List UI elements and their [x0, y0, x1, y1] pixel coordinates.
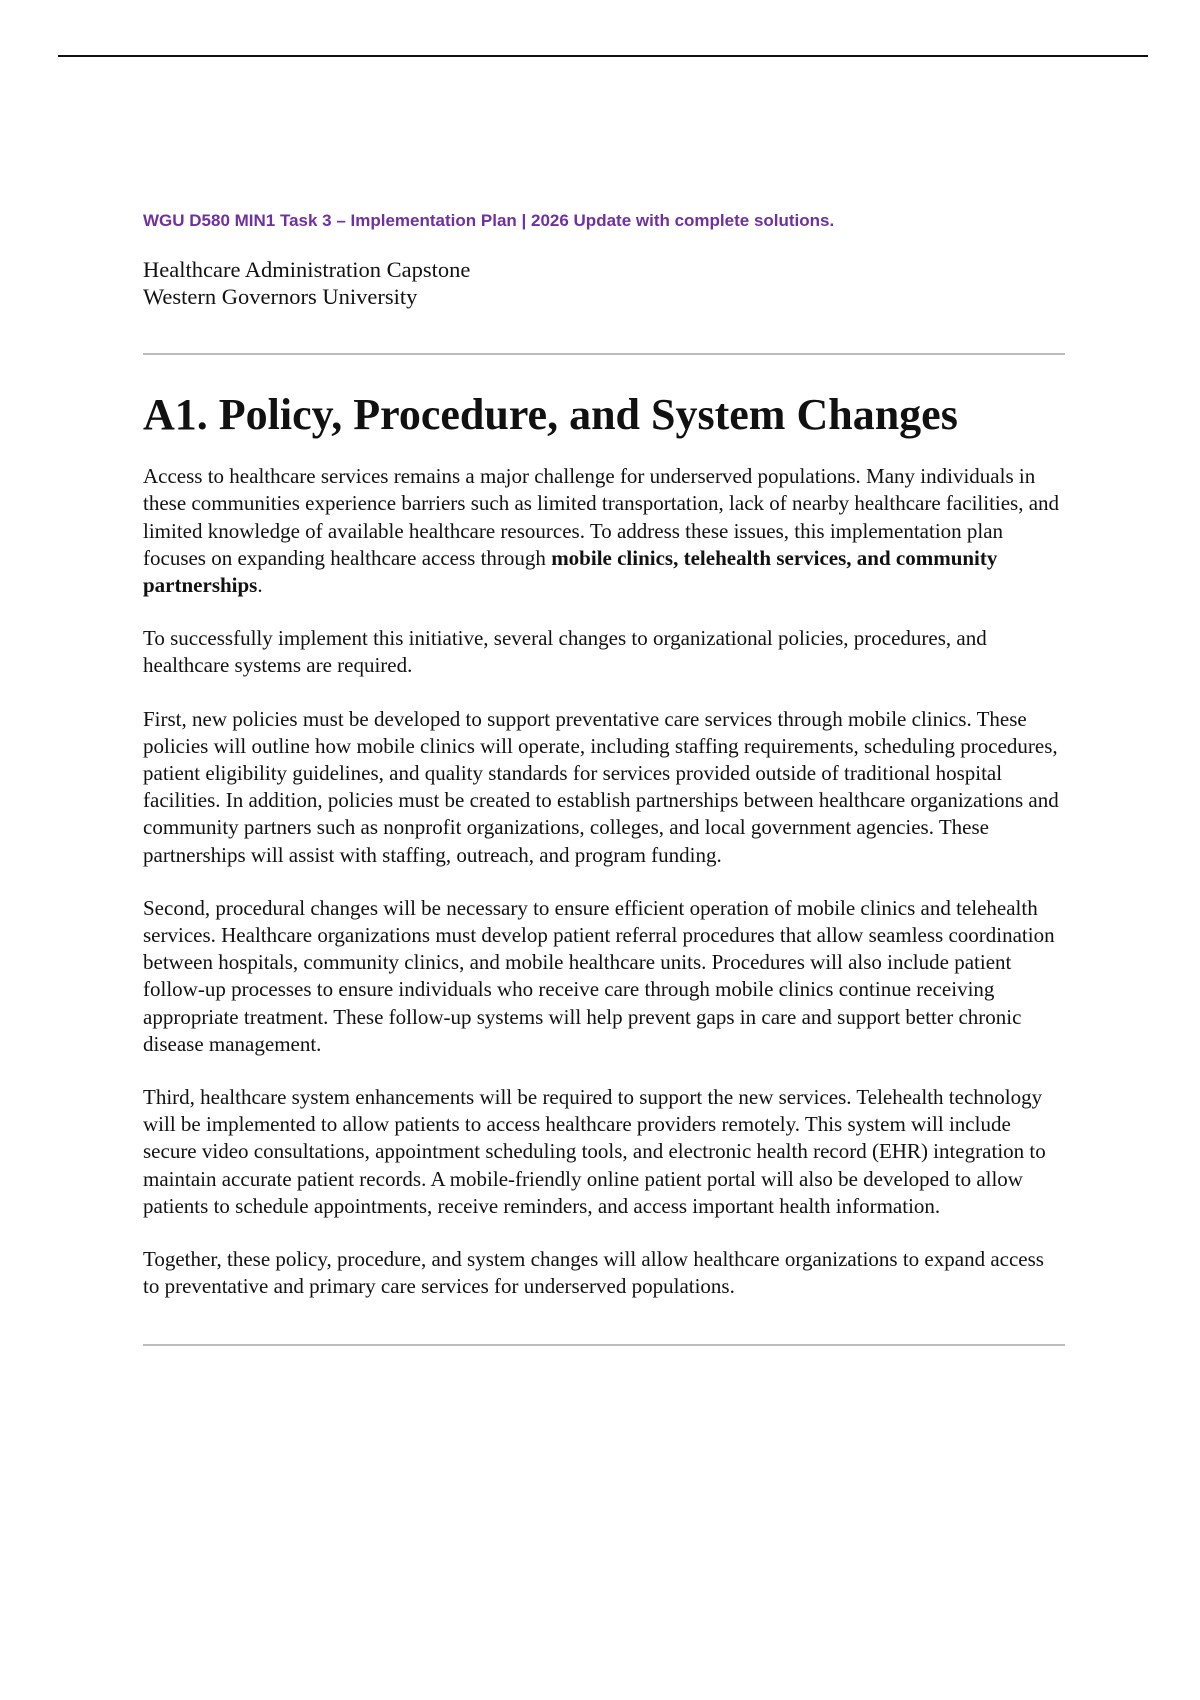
section-heading: A1. Policy, Procedure, and System Changes [143, 390, 958, 440]
top-divider [58, 55, 1148, 57]
intro-text-end: . [257, 572, 263, 597]
intro-bold-text: mobile clinics, telehealth services, and community partnerships [143, 545, 998, 597]
paragraph-conclusion: Together, these policy, procedure, and system changes will allow healthcare organizations to expand access to preventative and primary care services for underserved populations. [143, 1246, 1044, 1299]
section-divider-top [143, 353, 1065, 355]
university-name: Western Governors University [143, 284, 418, 310]
section-divider-bottom [143, 1344, 1065, 1346]
intro-text: Access to healthcare services remains a major challenge for underserved populations. Many individuals in these communities experience barriers such as limited transportation, lack of nearby healthcare facilities, and limited knowledge of available healthcare resources. To address these issues, this implementation plan focuses on expanding healthcare access through [143, 464, 1060, 570]
paragraph-procedures: Second, procedural changes will be necessary to ensure efficient operation of mobile clinics and telehealth services. Healthcare organizations must develop patient referral procedures that allow seamless coordination between hospitals, community clinics, and mobile healthcare units. Procedures will also include patient follow-up processes to ensure individuals who receive care through mobile clinics continue receiving appropriate treatment. These follow-up systems will help prevent gaps in care and support better chronic disease management. [143, 895, 1055, 1056]
course-name: Healthcare Administration Capstone [143, 257, 471, 283]
document-title: WGU D580 MIN1 Task 3 – Implementation Plan | 2026 Update with complete solutions. [143, 211, 835, 230]
paragraph-systems: Third, healthcare system enhancements will be required to support the new services. Telehealth technology will be implemented to allow patients to access healthcare providers remotely. This system will include secure video consultations, appointment scheduling tools, and electronic health record (EHR) integration to maintain accurate patient records. A mobile-friendly online patient portal will also be developed to allow patients to schedule appointments, receive reminders, and access important health information. [143, 1084, 1046, 1218]
paragraph-requirements: To successfully implement this initiative, several changes to organizational policies, procedures, and healthcare systems are required. [143, 626, 987, 678]
document-body [143, 210, 1065, 1346]
document-subtitle [143, 256, 1065, 310]
paragraph-policies: First, new policies must be developed to support preventative care services through mobile clinics. These policies will outline how mobile clinics will operate, including staffing requirements, scheduling procedures, patient eligibility guidelines, and quality standards for services provided outside of traditional hospital facilities. In addition, policies must be created to establish partnerships between healthcare organizations and community partners such as nonprofit organizations, colleges, and local government agencies. These partnerships will assist with staffing, outreach, and program funding. [143, 706, 1059, 867]
intro-paragraph [143, 463, 1065, 599]
